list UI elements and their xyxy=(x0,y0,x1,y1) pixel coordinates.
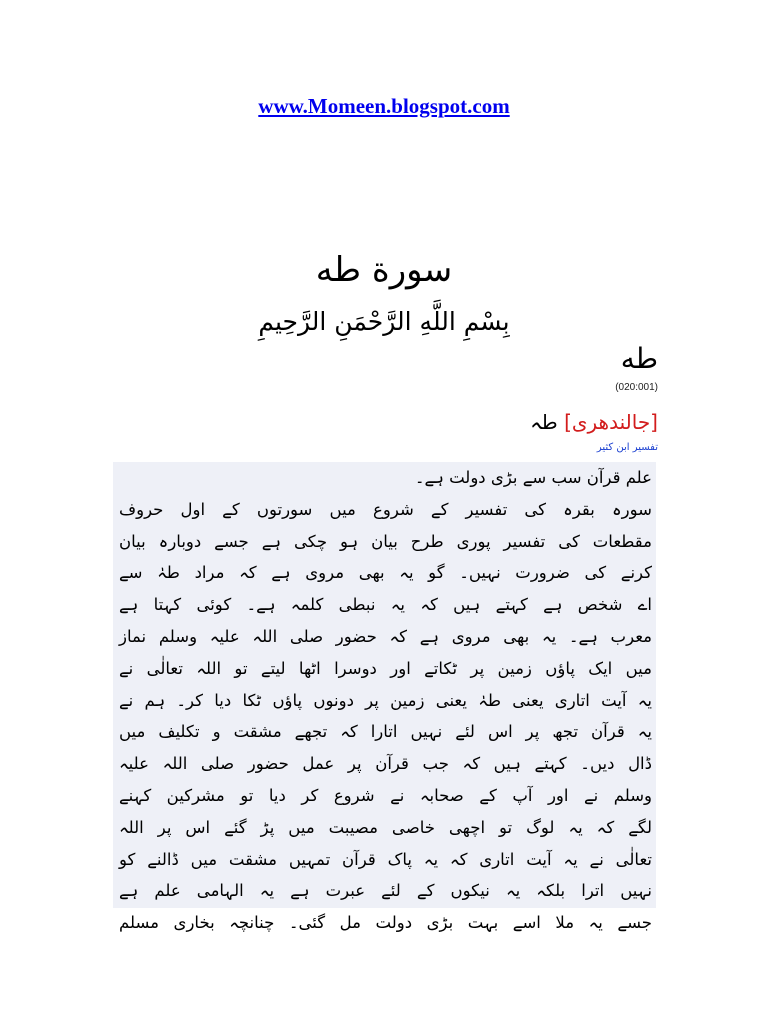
tafsir-line: معرب ہے۔ یہ بھی مروی ہے کہ حضور صلی اللہ علیہ وسلم نماز xyxy=(119,626,652,646)
tafsir-line: نہیں اترا بلکہ یہ نیکوں کے لئے عبرت ہے یہ الہامی علم ہے xyxy=(119,881,652,901)
verse-translation xyxy=(530,410,658,434)
tafsir-line: کرنے کی ضرورت نہیں۔ گو یہ بھی مروی ہے کہ مراد طہٰ سے xyxy=(119,563,652,583)
tafsir-line: علم قرآن سب سے بڑی دولت ہے۔ xyxy=(414,468,652,487)
tafsir-line: ڈال دیں۔ کہتے ہیں کہ جب قرآن پر عمل حضور صلی اللہ علیہ xyxy=(119,754,652,774)
translator-name: [جالندھری] xyxy=(564,410,658,434)
tafsir-line: جسے یہ ملا اسے بہت بڑی دولت مل گئی۔ چنانچہ بخاری مسلم xyxy=(119,913,652,933)
tafsir-line: سورہ بقرہ کی تفسیر کے شروع میں سورتوں کے اول حروف xyxy=(119,499,652,519)
tafsir-line: یہ آیت اتاری یعنی طہٰ یعنی زمین پر دونوں پاؤں ٹکا دیا کر۔ ہم نے xyxy=(119,690,652,710)
tafsir-line: میں ایک پاؤں زمین پر ٹکاتے اور دوسرا اٹھا لیتے تو اللہ تعالٰی نے xyxy=(119,658,652,678)
tafsir-line: یہ قرآن تجھ پر اس لئے نہیں اتارا کہ تجھے مشقت و تکلیف میں xyxy=(119,722,652,742)
tafsir-line: مقطعات کی تفسیر پوری طرح بیان ہو چکی ہے جسے دوبارہ بیان xyxy=(119,531,652,551)
verse-reference: (020:001) xyxy=(615,382,658,393)
tafsir-line: اے شخص ہے کہتے ہیں کہ یہ نبطی کلمہ ہے۔ کوئی کہتا ہے xyxy=(119,595,652,615)
surah-title: سورة طه xyxy=(315,250,453,290)
translation-text: طہ xyxy=(530,410,558,434)
bismillah: بِسْمِ اللَّهِ الرَّحْمَنِ الرَّحِيمِ xyxy=(258,307,510,336)
tafsir-text-block xyxy=(113,462,656,933)
tafsir-line: لگے کہ یہ لوگ تو اچھی خاصی مصیبت میں پڑ گئے اس پر اللہ xyxy=(119,817,652,837)
site-link[interactable]: www.Momeen.blogspot.com xyxy=(258,94,510,118)
tafsir-line: وسلم نے اور آپ کے صحابہ نے شروع کر دیا تو مشرکین کہنے xyxy=(119,785,652,805)
tafsir-source: تفسیر ابن کثیر xyxy=(596,442,658,453)
tafsir-line: تعالٰی نے یہ آیت اتاری کہ یہ پاک قرآن تمہیں مشقت میں ڈالنے کو xyxy=(119,849,652,869)
verse-arabic-text: طه xyxy=(620,342,658,375)
